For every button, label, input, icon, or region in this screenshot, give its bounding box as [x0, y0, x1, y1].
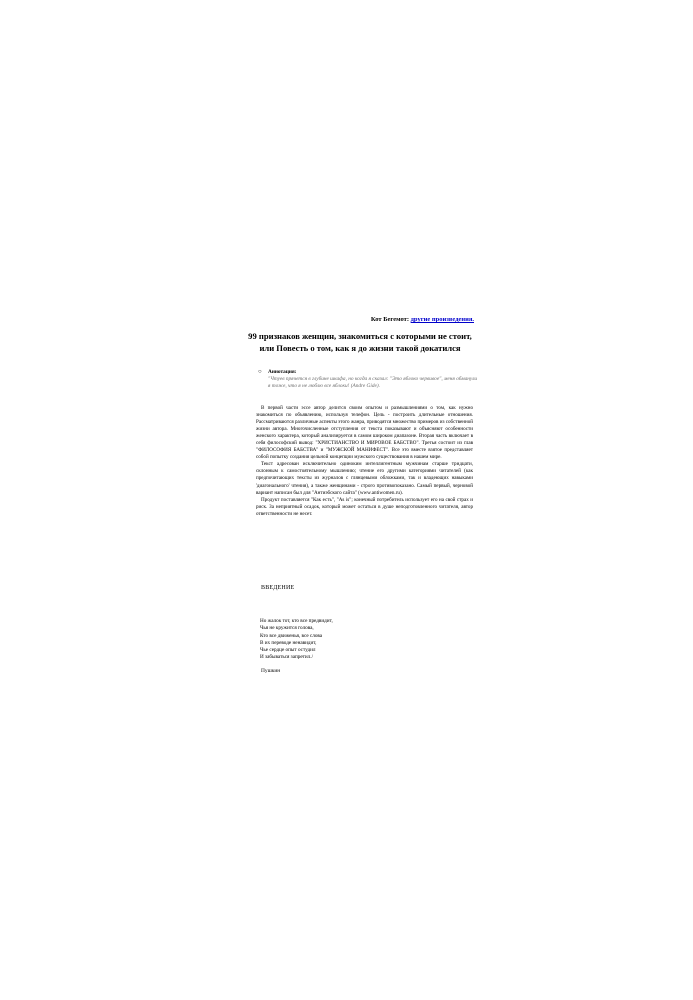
annotation-block	[258, 369, 478, 391]
body-paragraph: Текст адресован исключительно одиноким интеллигентным мужчинам старше тридцати, склонным к самостоятельному мышлению; чтение его другими категориями читателей (как предпочитающих тексты из журналов с глянцевыми обложками, так и владеющих навыками 'диагонального' чтения), а также женщинами - строго противопоказано. Самый первый, черновой вариант написан был для "Антиэбского сайта" (www.antiwomen.ru).	[256, 461, 473, 496]
epigraph-author: Пушкин	[261, 668, 281, 674]
other-works-link[interactable]: другие произведения.	[410, 316, 474, 323]
epigraph-poem	[260, 618, 333, 662]
document-title: 99 признаков женщин, знакомиться с которыми не стоит, или Повесть о том, как я до жизни такой докатился	[248, 331, 472, 353]
author-name: Кот Бегемот:	[370, 316, 410, 323]
poem-line: Чья не кружится голова,	[260, 625, 314, 632]
section-heading: ВВЕДЕНИЕ	[261, 585, 295, 591]
poem-line: Чье сердце опыт остудил	[260, 647, 316, 654]
poem-line: И забываться запретил./	[260, 654, 314, 661]
poem-line: Но жалок тот, кто все предвидит,	[260, 618, 333, 624]
poem-line: Кто все движенья, все слова	[260, 632, 323, 639]
author-line	[250, 316, 474, 323]
body-paragraph: Продукт поставляется "Как есть", "As is"; конечный потребитель использует его на свой страх и риск. За неприятный осадок, который может остаться в душе неподготовленного читателя, автор ответственности не несет.	[256, 496, 473, 517]
body-text	[256, 405, 473, 518]
annotation-text: "Чтуев прячется в глубине шкафа, но когда я сказал: "Это яблоко червивое", меня обманули я тоже, что я не люблю все яблоки! (Andre Gide).	[268, 376, 478, 390]
body-paragraph: В первой части эссе автор делится своим опытом и размышлениями о том, как нужно знакомиться по объявлению, используя телефон. Цель - построить длительные отношения. Рассматриваются различные аспекты этого жанра, приводятся множество примеров из собственной жизни автора. Многочисленные отступления от текста показывают и объясняют особенности женского характера, который анализируется в самом широком диапазоне. Вторая часть включает в себя философский вывод: "ХРИСТИАНСТВО И МИРОВОЕ БАБСТВО". Третья состоит из глав "ФИЛОСОФИЯ БАБСТВА" и "МУЖСКОЙ МАНИФЕСТ". Все это вместе взятое представляет собой попытку создания цельной концепции мужского существования в нашем мире.	[256, 405, 473, 461]
annotation-heading: Аннотация:	[268, 369, 297, 375]
bullet-icon: ○	[258, 369, 262, 375]
poem-line: В их переводе ненавидит,	[260, 639, 317, 646]
